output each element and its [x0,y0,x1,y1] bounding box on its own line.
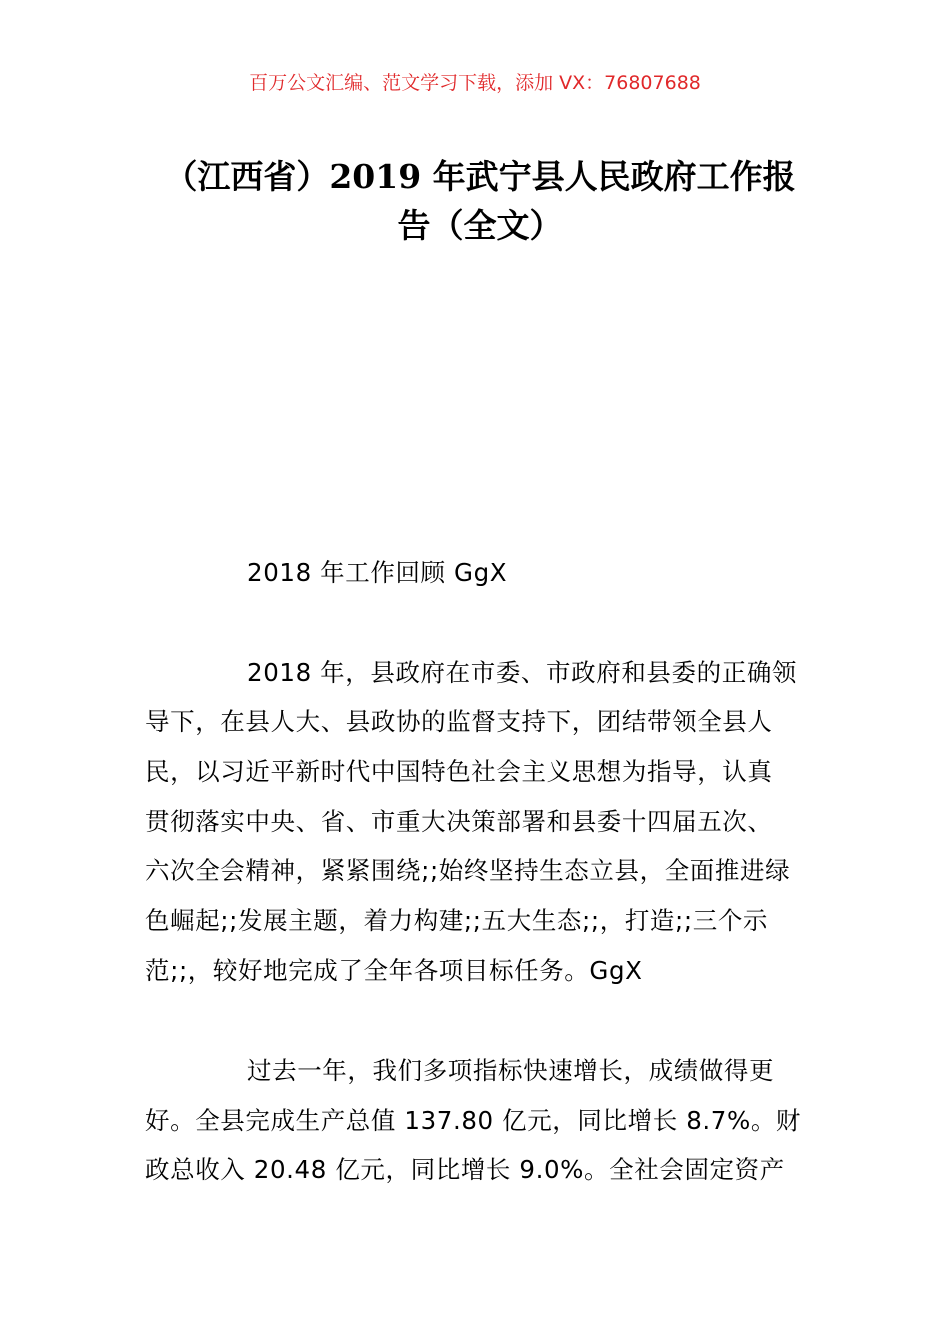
paragraph-1-line: 导下，在县人大、县政协的监督支持下，团结带领全县人 [145,707,773,736]
document-title-line-2: 告（全文） [397,206,563,245]
paragraph-2-line: 过去一年，我们多项指标快速增长，成绩做得更 [247,1056,775,1085]
paragraph-1-line: 2018 年，县政府在市委、市政府和县委的正确领 [247,658,798,687]
paragraph-1-line: 色崛起;;发展主题，着力构建;;五大生态;;，打造;;三个示 [145,906,769,935]
paragraph-2-line: 好。全县完成生产总值 137.80 亿元，同比增长 8.7%。财 [145,1106,802,1135]
paragraph-1-line: 民，以习近平新时代中国特色社会主义思想为指导，认真 [145,757,773,786]
paragraph-1-line: 范;;，较好地完成了全年各项目标任务。GgX [145,956,643,985]
paragraph-1-line: 六次全会精神，紧紧围绕;;始终坚持生态立县，全面推进绿 [145,856,791,885]
paragraph-2-line: 政总收入 20.48 亿元，同比增长 9.0%。全社会固定资产 [145,1155,785,1184]
section-heading: 2018 年工作回顾 GgX [247,558,508,587]
paragraph-1-line: 贯彻落实中央、省、市重大决策部署和县委十四届五次、 [145,807,773,836]
watermark-banner: 百万公文汇编、范文学习下载，添加 VX：76807688 [249,72,701,94]
document-title-line-1: （江西省）2019 年武宁县人民政府工作报 [164,157,796,196]
